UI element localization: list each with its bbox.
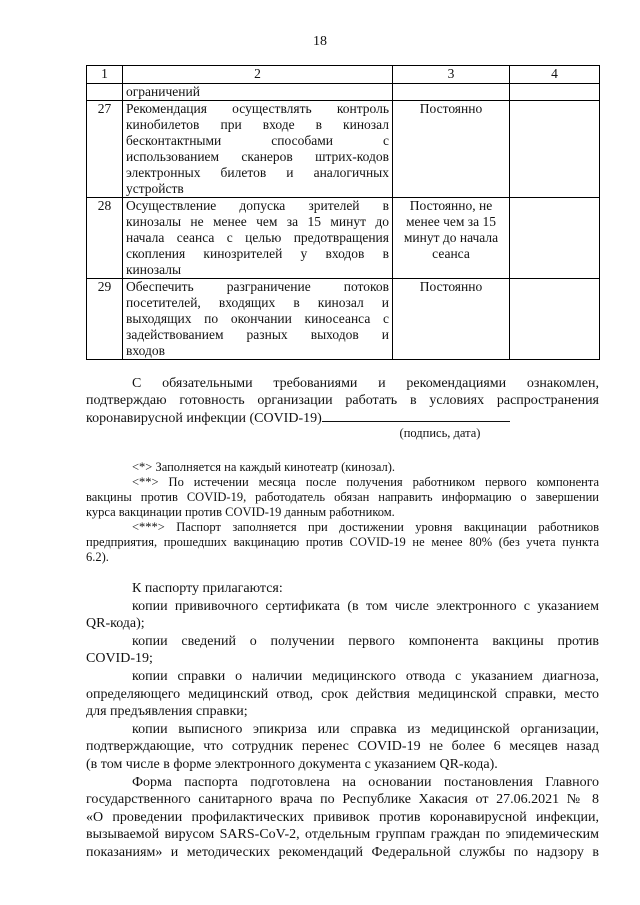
measure-line: электронных билетов и аналогичных <box>126 165 389 180</box>
form-basis-line: вызываемой вирусом SARS-CoV-2, отдельным группам граждан по эпидемическим <box>86 827 599 843</box>
measure-line: кинозалы не менее чем за 15 минут до <box>126 214 389 229</box>
table-row <box>87 101 600 198</box>
header-col-3: 3 <box>393 66 510 84</box>
measure-line: Рекомендация осуществлять контроль <box>126 101 389 116</box>
agreement-line <box>86 409 599 427</box>
continuation-text: ограничений <box>123 84 393 101</box>
agreement-line: подтверждаю готовность организации работать в условиях распространения <box>86 393 599 408</box>
measure-line: использованием сканеров штрих-кодов <box>126 149 389 164</box>
row-number: 27 <box>87 101 123 198</box>
footnote-3-line: <***> Паспорт заполняется при достижении уровня вакцинации работников <box>132 520 599 534</box>
attachment-line: (в том числе в форме электронного документа с указанием QR-кода). <box>86 756 498 772</box>
attachment-line: копии справки о наличии медицинского отвода с указанием диагноза, <box>132 668 599 684</box>
measure-text <box>123 101 393 198</box>
header-col-4: 4 <box>510 66 600 84</box>
row-number: 29 <box>87 279 123 360</box>
form-basis-line: Форма паспорта подготовлена на основании постановления Главного <box>132 774 599 790</box>
measure-line: начала сеанса с целью предотвращения <box>126 230 389 245</box>
footnotes <box>86 460 599 565</box>
attachment-line: QR-кода); <box>86 616 145 632</box>
signature-line <box>322 409 510 422</box>
footnote-1: <*> Заполняется на каждый кинотеатр (кинозал). <box>132 460 396 474</box>
footnote-3-line: предприятия, прошедших вакцинацию против COVID-19 не менее 80% (без учета пункта <box>86 535 599 549</box>
period-line: Постоянно, не <box>409 198 493 213</box>
measure-line: входов <box>126 343 165 358</box>
attachment-line: определяющего медицинский отвод, срок действия медицинской справки, место <box>86 686 599 702</box>
header-col-2: 2 <box>123 66 393 84</box>
attachments-section <box>86 580 599 862</box>
period-line: менее чем за 15 <box>405 214 497 229</box>
measure-line: выходящих по окончании киносеанса с <box>126 311 389 326</box>
measure-line: Осуществление допуска зрителей в <box>126 198 389 213</box>
period-cell <box>393 198 510 279</box>
measures-table <box>86 65 600 360</box>
footnote-2-line: вакцины против COVID-19, работодатель обязан направить информацию о завершении <box>86 490 599 504</box>
footnote-2-line: курса вакцинации против COVID-19 данным работником. <box>86 505 395 519</box>
table-row <box>87 279 600 360</box>
measure-line: Обеспечить разграничение потоков <box>126 279 389 294</box>
measure-line: кинозалы <box>126 262 182 277</box>
agreement-paragraph <box>86 375 599 427</box>
period-cell: Постоянно <box>393 101 510 198</box>
form-basis-line: «О проведении профилактических прививок против коронавирусной инфекции, <box>86 809 599 825</box>
table-row-continuation <box>87 84 600 101</box>
period-line: сеанса <box>432 246 470 261</box>
footnote-3-line: 6.2). <box>86 550 109 564</box>
form-basis-line: показаниям» и методических рекомендаций Федеральной службы по надзору в <box>86 844 599 860</box>
note-cell <box>510 279 600 360</box>
measure-line: посетителей, входящих в кинозал и <box>126 295 389 310</box>
table-header-row <box>87 66 600 84</box>
page-number: 18 <box>313 34 327 49</box>
attachment-line: копии сведений о получении первого компонента вакцины против <box>132 633 599 649</box>
attachments-intro: К паспорту прилагаются: <box>132 581 283 596</box>
measure-text <box>123 279 393 360</box>
agreement-line-text: коронавирусной инфекции (COVID-19) <box>86 411 322 426</box>
measure-line: устройств <box>126 181 184 196</box>
attachment-line: копии прививочного сертификата (в том числе электронного с указанием <box>132 598 599 614</box>
period-line: минут до начала <box>403 230 499 245</box>
row-number: 28 <box>87 198 123 279</box>
form-basis-line: государственного санитарного врача по Республике Хакасия от 27.06.2021 № 8 <box>86 792 599 808</box>
measure-line: задействованием разных выходов и <box>126 327 389 342</box>
note-cell <box>510 198 600 279</box>
measure-line: кинобилетов при входе в кинозал <box>126 117 389 132</box>
measure-text <box>123 198 393 279</box>
period-cell: Постоянно <box>393 279 510 360</box>
header-col-1: 1 <box>87 66 123 84</box>
attachment-line: подтверждающие, что сотрудник перенес COVID-19 не более 6 месяцев назад <box>86 739 599 755</box>
attachment-line: COVID-19; <box>86 651 153 667</box>
note-cell <box>510 101 600 198</box>
table-row <box>87 198 600 279</box>
footnote-2-line: <**> По истечении месяца после получения работником первого компонента <box>132 475 599 489</box>
measure-line: бесконтактными способами с <box>126 133 389 148</box>
attachment-line: копии выписного эпикриза или справка из медицинской организации, <box>132 721 599 737</box>
measure-line: скопления кинозрителей у входов в <box>126 246 389 261</box>
attachment-line: для предъявления справки; <box>86 704 248 720</box>
agreement-line: С обязательными требованиями и рекомендациями ознакомлен, <box>132 376 599 391</box>
signature-caption: (подпись, дата) <box>399 426 481 440</box>
